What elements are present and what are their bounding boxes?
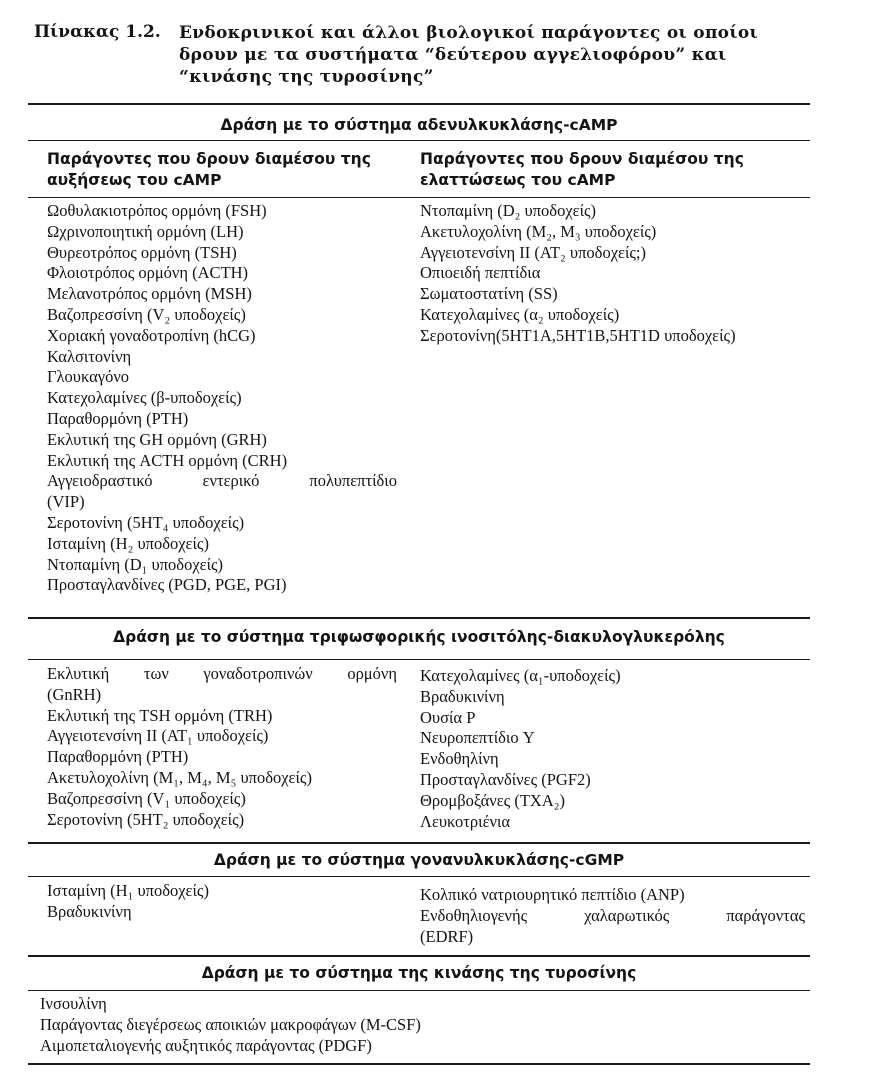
section-rule — [28, 659, 810, 660]
list-item: Αιμοπεταλιογενής αυξητικός παράγοντας (PDGF) — [40, 1035, 372, 1055]
table-title: Ενδοκρινικοί και άλλοι βιολογικοί παράγοντες οι οποίοι δρουν με τα συστήματα “δεύτερου αγγελιοφόρου” και “κινάσης της τυροσίνης” — [179, 23, 759, 87]
list-item: Νευροπεπτίδιο Y — [420, 728, 535, 748]
list-item: Σεροτονίνη (5HT₄ υποδοχείς) — [47, 512, 245, 532]
list-item: Βαζοπρεσσίνη (V₁ υποδοχείς) — [47, 788, 246, 808]
ip3-left-list — [47, 664, 397, 830]
section-title-camp: Δράση με το σύστημα αδενυλκυκλάσης-cAMP — [220, 116, 618, 134]
list-item: Θυρεοτρόπος ορμόνη (TSH) — [47, 242, 237, 262]
list-item: Βραδυκινίνη — [47, 901, 132, 921]
list-item: Οπιοειδή πεπτίδια — [420, 263, 541, 283]
list-item: Ντοπαμίνη (D₂ υποδοχείς) — [420, 201, 597, 220]
list-item: Ενδοθηλίνη — [420, 749, 499, 769]
list-item: Σωματοστατίνη (SS) — [420, 284, 558, 304]
list-item: Κατεχολαμίνες (α₂ υποδοχείς) — [420, 304, 620, 324]
list-item: Γλουκαγόνο — [47, 367, 130, 387]
list-item: Εκλυτική της GH ορμόνη (GRH) — [47, 429, 267, 449]
list-item: Ακετυλοχολίνη (M₁, M₄, M₅ υποδοχείς) — [47, 767, 312, 787]
list-item: Προσταγλανδίνες (PGD, PGE, PGI) — [47, 575, 287, 595]
list-item: Θρομβοξάνες (TXA₂) — [420, 790, 565, 810]
list-item: Παραθορμόνη (PTH) — [47, 747, 189, 767]
list-item: Κατεχολαμίνες (α₁-υποδοχείς) — [420, 666, 621, 685]
top-rule — [28, 103, 810, 105]
section-divider — [28, 617, 810, 619]
tyrosine-kinase-list — [40, 994, 740, 1056]
list-item: Αγγειοτενσίνη II (AT₂ υποδοχείς;) — [420, 242, 646, 262]
list-item: (EDRF) — [420, 926, 474, 946]
list-item: Αγγειοδραστικό εντερικό πολυπεπτίδιο — [47, 471, 397, 491]
list-item: Σεροτονίνη(5HT1A,5HT1B,5HT1D υποδοχείς) — [420, 325, 736, 345]
list-item: Ντοπαμίνη (D₁ υποδοχείς) — [47, 554, 224, 574]
cgmp-right-list — [420, 885, 805, 947]
list-item: (GnRH) — [47, 684, 102, 704]
list-item: Βαζοπρεσσίνη (V₂ υποδοχείς) — [47, 304, 246, 324]
list-item: Προσταγλανδίνες (PGF2) — [420, 769, 591, 789]
list-item: Αγγειοτενσίνη II (AT₁ υποδοχείς) — [47, 726, 269, 746]
list-item: Λευκοτριένια — [420, 811, 511, 831]
list-item: Ισταμίνη (H₁ υποδοχείς) — [47, 881, 209, 900]
table-number: Πίνακας 1.2. — [34, 22, 161, 42]
list-item: Εκλυτική της ACTH ορμόνη (CRH) — [47, 450, 288, 470]
section-divider — [28, 955, 810, 957]
list-item: (VIP) — [47, 492, 85, 512]
list-item: Ουσία P — [420, 707, 476, 727]
list-item: Ωοθυλακιοτρόπος ορμόνη (FSH) — [47, 201, 267, 220]
header-rule — [28, 197, 810, 198]
column-header-decrease: Παράγοντες που δρουν διαμέσου της ελαττώσεως του cAMP — [420, 150, 744, 189]
list-item: Ινσουλίνη — [40, 994, 107, 1013]
list-item: Κατεχολαμίνες (β-υποδοχείς) — [47, 388, 242, 408]
section-title-ip3: Δράση με το σύστημα τριφωσφορικής ινοσιτόλης-διακυλογλυκερόλης — [113, 628, 725, 646]
list-item: Βραδυκινίνη — [420, 686, 505, 706]
section-title-tyrosine-kinase: Δράση με το σύστημα της κινάσης της τυροσίνης — [201, 964, 637, 982]
camp-decrease-list — [420, 201, 810, 347]
list-item: Χοριακή γοναδοτροπίνη (hCG) — [47, 325, 256, 345]
ip3-right-list — [420, 666, 810, 832]
list-item: Εκλυτική των γοναδοτροπινών ορμόνη — [47, 664, 397, 683]
list-item: Καλσιτονίνη — [47, 346, 132, 366]
list-item: Φλοιοτρόπος ορμόνη (ACTH) — [47, 263, 249, 283]
list-item: Παραθορμόνη (PTH) — [47, 408, 189, 428]
list-item: Ωχρινοποιητική ορμόνη (LH) — [47, 221, 244, 241]
list-item: Σεροτονίνη (5HT₂ υποδοχείς) — [47, 809, 245, 829]
bottom-rule — [28, 1063, 810, 1065]
list-item: Εκλυτική της TSH ορμόνη (TRH) — [47, 705, 273, 725]
section-rule — [28, 140, 810, 141]
camp-increase-list — [47, 201, 397, 596]
list-item: Παράγοντας διεγέρσεως αποικιών μακροφάγων (M-CSF) — [40, 1014, 421, 1034]
list-item: Ενδοθηλιογενής χαλαρωτικός παράγοντας — [420, 905, 805, 925]
list-item: Ισταμίνη (H₂ υποδοχείς) — [47, 533, 209, 553]
section-rule — [28, 990, 810, 991]
column-header-increase: Παράγοντες που δρουν διαμέσου της αυξήσεως του cAMP — [47, 150, 371, 189]
list-item: Ακετυλοχολίνη (M₂, M₃ υποδοχείς) — [420, 221, 657, 241]
section-title-cgmp: Δράση με το σύστημα γονανυλκυκλάσης-cGMP — [213, 851, 625, 869]
section-divider — [28, 842, 810, 844]
list-item: Κολπικό νατριουρητικό πεπτίδιο (ANP) — [420, 885, 685, 904]
cgmp-left-list — [47, 881, 397, 923]
section-rule — [28, 876, 810, 877]
list-item: Μελανοτρόπος ορμόνη (MSH) — [47, 284, 252, 304]
